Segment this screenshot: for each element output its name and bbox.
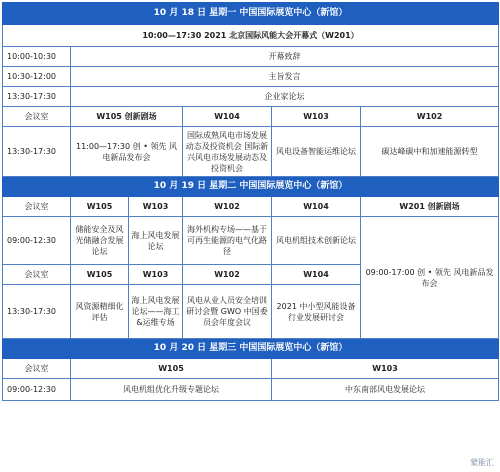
room-header: W105 [71,359,272,379]
day1-time: 10:00-10:30 [3,47,71,67]
room-label: 会议室 [3,107,71,127]
room-header: W102 [361,107,499,127]
room-header: W104 [272,197,361,217]
session-time: 09:00-12:30 [3,217,71,265]
session-cell: 海上风电发展论坛 [129,217,183,265]
session-cell: 碳达峰碳中和加速能源转型 [361,127,499,177]
room-header: W103 [272,107,361,127]
room-label: 会议室 [3,197,71,217]
session-cell: 2021 中小型风能设备行业发展研讨会 [272,285,361,339]
day1-time: 10:30-12:00 [3,67,71,87]
room-header: W105 [71,265,129,285]
room-header: W103 [129,265,183,285]
session-cell: 国际成熟风电市场发展动态及投资机会 国际新兴风电市场发展动态及投资机会 [183,127,272,177]
room-label: 会议室 [3,359,71,379]
room-header: W104 [272,265,361,285]
schedule-page [0,2,500,472]
session-cell: 储能安全及风光储融合发展论坛 [71,217,129,265]
session-cell: 风电从业人员安全培训研讨会暨 GWO 中国委员会年度会议 [183,285,272,339]
day1-event: 主旨发言 [71,67,499,87]
w201-session-cell: 09:00-17:00 创 • 领先 风电新品发布会 [361,217,499,339]
day1-opening: 10:00—17:30 2021 北京国际风能大会开幕式（W201） [3,25,499,47]
session-cell: 中东南部风电发展论坛 [272,379,499,401]
day1-event: 开幕致辞 [71,47,499,67]
room-header: W103 [129,197,183,217]
session-time: 09:00-12:30 [3,379,71,401]
day3-header: 10 月 20 日 星期三 中国国际展览中心（新馆） [3,339,499,359]
watermark: 蒙能汇 [470,458,494,467]
session-cell: 海外机构专场——基于可再生能源的电气化路径 [183,217,272,265]
room-header: W103 [272,359,499,379]
room-label: 会议室 [3,265,71,285]
room-header: W102 [183,197,272,217]
session-time: 13:30-17:30 [3,127,71,177]
session-cell: 风资源精细化评估 [71,285,129,339]
room-header: W201 创新剧场 [361,197,499,217]
day1-event: 企业家论坛 [71,87,499,107]
day2-header: 10 月 19 日 星期二 中国国际展览中心（新馆） [3,177,499,197]
room-header: W105 [71,197,129,217]
room-header: W102 [183,265,272,285]
session-time: 13:30-17:30 [3,285,71,339]
session-cell: 风电机组优化升级专题论坛 [71,379,272,401]
room-header: W105 创新剧场 [71,107,183,127]
room-header: W104 [183,107,272,127]
session-cell: 11:00—17:30 创 • 领先 风电新品发布会 [71,127,183,177]
session-cell: 海上风电发展论坛——海工&运维专场 [129,285,183,339]
schedule-table [2,2,499,401]
day1-header: 10 月 18 日 星期一 中国国际展览中心（新馆） [3,3,499,25]
session-cell: 风电设备智能运维论坛 [272,127,361,177]
day1-time: 13:30-17:30 [3,87,71,107]
session-cell: 风电机组技术创新论坛 [272,217,361,265]
